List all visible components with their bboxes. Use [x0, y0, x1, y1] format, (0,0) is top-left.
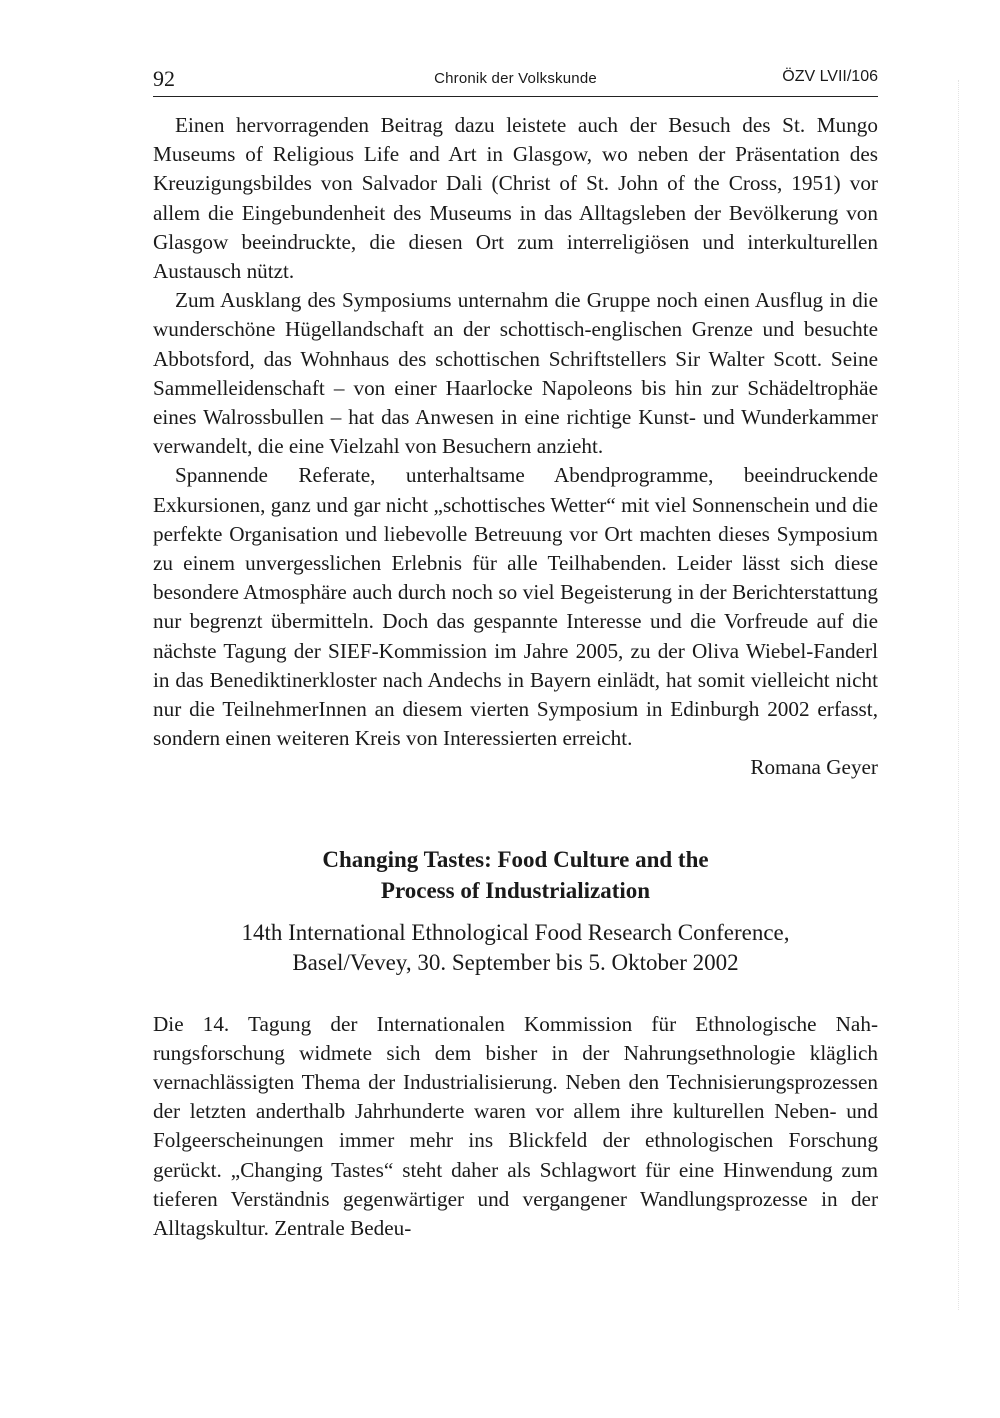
article-title-line-2: Process of Industrialization	[380, 877, 651, 903]
article-subtitle	[153, 918, 878, 978]
article-title-line-1: Changing Tastes: Food Culture and the	[322, 846, 709, 872]
author-signature: Romana Geyer	[750, 755, 878, 780]
paragraph: Einen hervorragenden Beitrag dazu leistete auch der Besuch des St. Mungo Museums of Religious Life and Art in Glasgow, wo neben der Präsentation des Kreuzigungsbildes von Salvador Dali (Christ of St. John of the Cross, 1951) vor allem die Eingebundenheit des Museums in das Alltagsleben der Bevölkerung von Glasgow beeindruckte, die diesen Ort zum interreligiösen und interkulturellen Austausch nützt.	[153, 113, 878, 284]
article-title	[153, 844, 878, 906]
paragraph: Die 14. Tagung der Internationalen Kommission für Ethnologische Nahrungsforschung widmete sich dem bisher in der Nahrungsethnologie kläglich vernachlässigten Thema der Industrialisierung. Neben den Technisierungsprozessen der letzten anderthalb Jahrhunderte waren vor allem ihre kulturellen Neben- und Folgeerscheinungen immer mehr ins Blickfeld der ethnologischen Forschung gerückt. „Changing Tastes“ steht daher als Schlagwort für eine Hinwendung zum tieferen Verständnis gegenwärtiger und vergangener Wandlungsprozesse in der Alltagskultur. Zentrale Bedeu-	[153, 1011, 878, 1241]
article-subtitle-line-2: Basel/Vevey, 30. September bis 5. Oktober 2002	[292, 949, 739, 975]
journal-reference: ÖZV LVII/106	[782, 68, 878, 85]
paragraph: Zum Ausklang des Symposiums unternahm die Gruppe noch einen Ausflug in die wunderschöne Hügellandschaft an der schottisch-englischen Grenze und besuchte Abbotsford, das Wohnhaus des schottischen Schriftstellers Sir Walter Scott. Seine Sammelleidenschaft – von einer Haarlocke Napoleons bis hin zur Schädeltrophäe eines Walrossbullen – hat das Anwesen in eine richtige Kunst- und Wunderkammer verwandelt, die eine Vielzahl von Besuchern anzieht.	[153, 288, 878, 459]
article-body	[153, 1010, 878, 1244]
report-edinburgh-symposium	[153, 111, 878, 783]
section-title: Chronik der Volkskunde	[434, 70, 597, 87]
article-subtitle-line-1: 14th International Ethnological Food Research Conference,	[241, 919, 790, 945]
running-header	[153, 62, 878, 97]
scan-margin-artifact	[958, 80, 961, 1310]
document-page	[153, 62, 878, 1243]
page-number: 92	[153, 66, 175, 91]
paragraph: Spannende Referate, unterhaltsame Abendprogramme, beeindruckende Exkursionen, ganz und gar nicht „schottisches Wetter“ mit viel Sonnenschein und die perfekte Organisation und liebevolle Betreuung vor Ort machten dieses Symposium zu einem unvergesslichen Erlebnis für alle Teilhabenden. Leider lässt sich diese besondere Atmosphäre auch durch noch so viel Begeisterung in der Berichterstattung nur begrenzt übermitteln. Doch das gespannte Interesse und die Vorfreude auf die nächste Tagung der SIEF-Kommission im Jahre 2005, zu der Oliva Wiebel-Fanderl in das Benediktinerkloster nach Andechs in Bayern einlädt, hat somit vielleicht nicht nur die TeilnehmerInnen an diesem vierten Symposium in Edinburgh 2002 erfasst, sondern einen weiteren Kreis von Interessierten erreicht.	[153, 463, 878, 751]
report-changing-tastes	[153, 844, 878, 1244]
